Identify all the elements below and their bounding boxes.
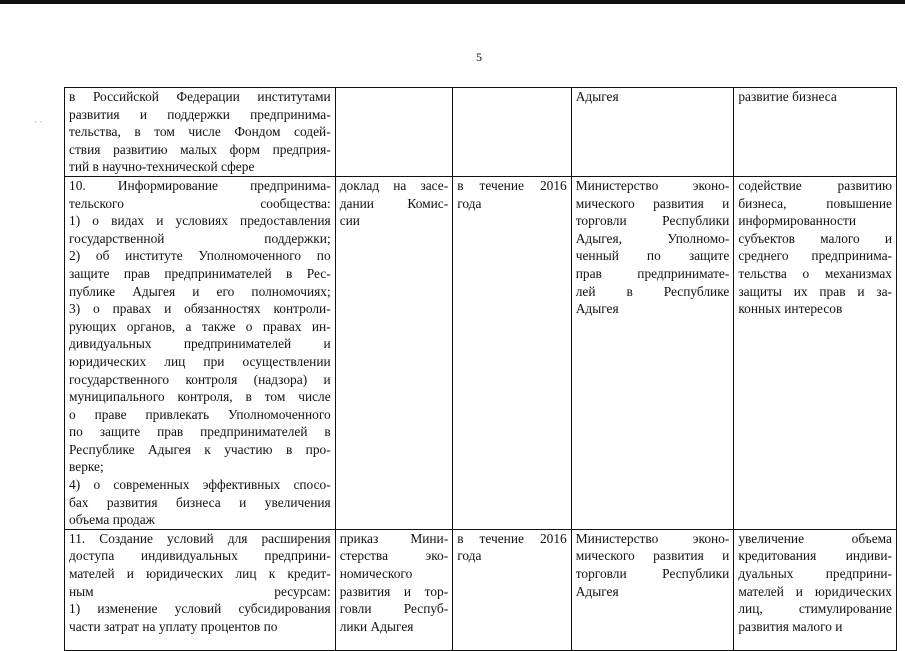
cell-text-line: Республике Адыгея к участию в про- <box>69 441 331 457</box>
cell-text-line: увеличение объема <box>738 530 892 546</box>
cell-text-line: торговли Республики <box>575 213 730 229</box>
cell-text-line: части затрат на уплату процентов по <box>69 618 278 634</box>
table-row <box>65 88 897 177</box>
cell-text-line: государственного контроля (надзора) и <box>69 371 331 387</box>
document-form-cell <box>335 88 453 177</box>
cell-text-line: года <box>457 195 482 211</box>
cell-text-line: защите прав предпринимателей в Рес- <box>69 265 331 281</box>
document-form-cell <box>335 529 453 650</box>
cell-text-line: Адыгея <box>575 89 619 104</box>
page-top-border <box>0 0 905 4</box>
cell-text-line: прав предпринимате- <box>575 265 730 281</box>
cell-text-line: защиты их прав и за- <box>738 283 892 299</box>
cell-text-line: развития и поддержки предпринима- <box>69 106 331 122</box>
cell-text-line: говли Респуб- <box>339 601 449 617</box>
cell-text-line: бах развития бизнеса и увеличения <box>69 494 331 510</box>
cell-text-line: доклад на засе- <box>339 177 449 193</box>
responsible-cell <box>571 88 734 177</box>
cell-text-line: развитие бизнеса <box>738 89 837 104</box>
cell-text-line: мателей и юридических лиц к кредит- <box>69 566 331 582</box>
cell-text-line: верке; <box>69 459 104 475</box>
cell-text-line: тельского сообщества: <box>69 195 331 211</box>
cell-text-line: номического <box>339 566 413 582</box>
cell-text-line: 2) об институте Уполномоченного по <box>69 248 331 264</box>
measure-cell <box>65 88 336 177</box>
cell-text-line: 1) о видах и условиях предоставления <box>69 213 331 229</box>
cell-text-line: кредитования индиви- <box>738 548 892 564</box>
cell-text-line: в течение 2016 <box>457 177 567 193</box>
cell-text-line: мического развития и <box>575 195 730 211</box>
cell-text-line: развития малого и <box>738 618 843 634</box>
cell-text-line: государственной поддержки; <box>69 230 331 246</box>
cell-text-line: Адыгея <box>575 301 619 317</box>
cell-text-line: 11. Создание условий для расширения <box>69 530 331 546</box>
cell-text-line: Адыгея, Уполномо- <box>575 230 730 246</box>
document-table <box>64 87 897 651</box>
cell-text-line: доступа индивидуальных предприни- <box>69 548 331 564</box>
deadline-cell <box>453 88 572 177</box>
cell-text-line: 10. Информирование предпринима- <box>69 177 331 193</box>
cell-text-line: мического развития и <box>575 548 730 564</box>
cell-text-line: сии <box>339 213 360 229</box>
cell-text-line: конных интересов <box>738 301 843 317</box>
cell-text-line: 4) о современных эффективных спосо- <box>69 477 331 493</box>
table-row <box>65 529 897 650</box>
cell-text-line: 1) изменение условий субсидирования <box>69 601 331 617</box>
responsible-cell <box>571 529 734 650</box>
margin-mark: · · <box>34 117 43 127</box>
table-row <box>65 176 897 529</box>
cell-text-line: дуальных предприни- <box>738 566 892 582</box>
cell-text-line: содействие развитию <box>738 177 892 193</box>
cell-text-line: субъектов малого и <box>738 230 892 246</box>
cell-text-line: приказ Мини- <box>339 530 449 546</box>
result-cell <box>734 176 897 529</box>
cell-text-line: ченный по защите <box>575 248 730 264</box>
cell-text-line: публике Адыгея и его полномочиях; <box>69 283 331 299</box>
cell-text-line: Адыгея <box>575 583 619 599</box>
cell-text-line: лики Адыгея <box>339 618 414 634</box>
deadline-cell <box>453 176 572 529</box>
cell-text-line: торговли Республики <box>575 566 730 582</box>
result-cell <box>734 88 897 177</box>
cell-text-line: бизнеса, повышение <box>738 195 892 211</box>
cell-text-line: дивидуальных предпринимателей и <box>69 336 331 352</box>
cell-text-line: развития и тор- <box>339 583 449 599</box>
cell-text-line: лиц, стимулирование <box>738 601 892 617</box>
cell-text-line: муниципального контроля, в том числе <box>69 389 331 405</box>
document-form-cell <box>335 176 453 529</box>
cell-text-line: по защите прав предпринимателей в <box>69 424 331 440</box>
cell-text-line: ным ресурсам: <box>69 583 331 599</box>
measure-cell <box>65 176 336 529</box>
cell-text-line: тельства, в том числе Фондом содей- <box>69 124 331 140</box>
cell-text-line: стерства эко- <box>339 548 449 564</box>
cell-text-line: среднего предпринима- <box>738 248 892 264</box>
cell-text-line: тий в научно-технической сфере <box>69 159 255 175</box>
table-body <box>65 88 897 651</box>
page-number: 5 <box>476 50 482 64</box>
cell-text-line: объема продаж <box>69 512 155 528</box>
cell-text-line: информированности <box>738 213 856 229</box>
cell-text-line: в течение 2016 <box>457 530 567 546</box>
cell-text-line: в Российской Федерации институтами <box>69 89 331 104</box>
cell-text-line: года <box>457 548 482 564</box>
result-cell <box>734 529 897 650</box>
cell-text-line: лей в Республике <box>575 283 730 299</box>
measure-cell <box>65 529 336 650</box>
cell-text-line: о праве привлекать Уполномоченного <box>69 406 331 422</box>
cell-text-line: Министерство эконо- <box>575 177 730 193</box>
cell-text-line: тельства о механизмах <box>738 265 892 281</box>
cell-text-line: дании Комис- <box>339 195 449 211</box>
cell-text-line: рующих органов, а также о правах ин- <box>69 318 331 334</box>
responsible-cell <box>571 176 734 529</box>
cell-text-line: 3) о правах и обязанностях контроли- <box>69 301 331 317</box>
cell-text-line: Министерство эконо- <box>575 530 730 546</box>
cell-text-line: юридических лиц при осуществлении <box>69 353 331 369</box>
cell-text-line: ствия развитию малых форм предприя- <box>69 141 331 157</box>
cell-text-line: мателей и юридических <box>738 583 892 599</box>
deadline-cell <box>453 529 572 650</box>
